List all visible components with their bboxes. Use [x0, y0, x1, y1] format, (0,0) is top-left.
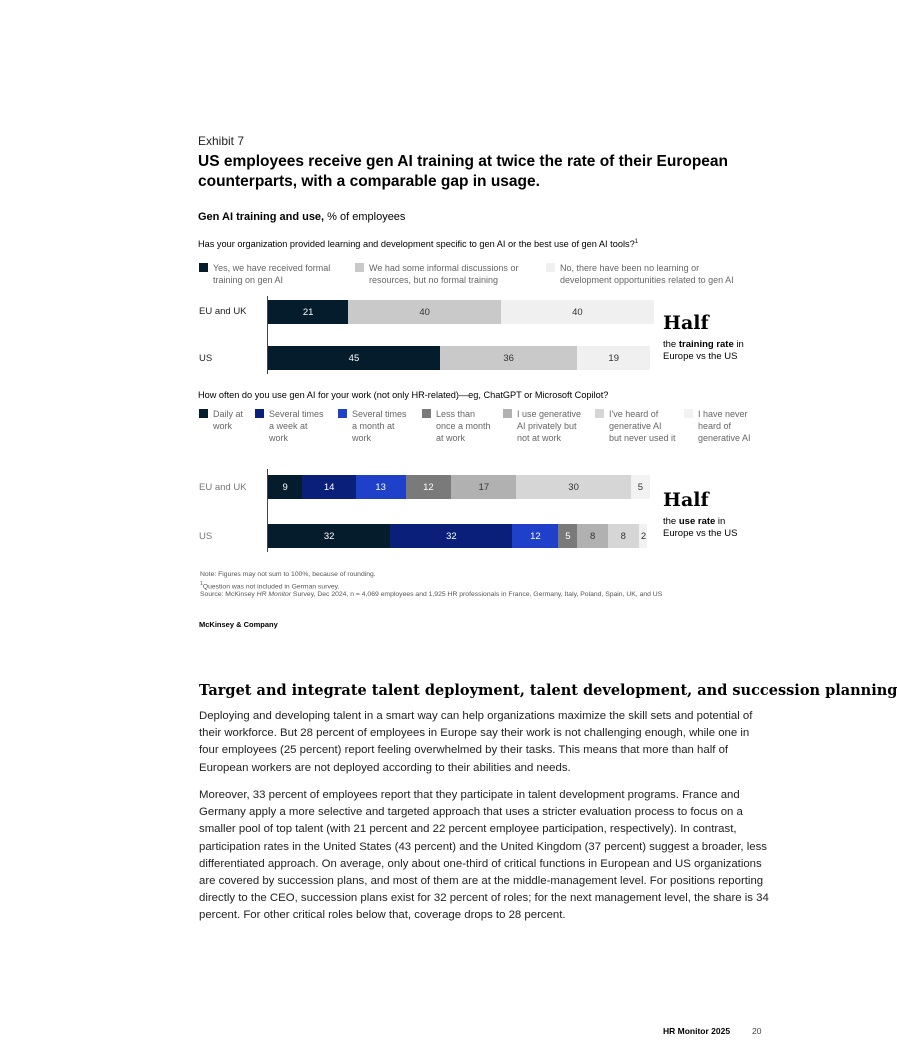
legend1-swatch-informal — [355, 263, 364, 272]
legend2-swatch-weekly — [255, 409, 264, 418]
legend1-label-formal: Yes, we have received formal training on gen AI — [213, 263, 331, 285]
legend2-item-weekly — [255, 408, 324, 444]
chart2-row-label-eu: EU and UK — [199, 482, 247, 493]
question-2: How often do you use gen AI for your work (not only HR-related)—eg, ChatGPT or Microsoft Copilot? — [198, 390, 609, 400]
chart1-bar-1-1: 36 — [440, 346, 578, 370]
footer-page-number: 20 — [752, 1026, 762, 1036]
legend2-swatch-daily — [199, 409, 208, 418]
question-1 — [198, 239, 638, 249]
chart1-annotation-text: the training rate in Europe vs the US — [663, 339, 744, 362]
chart2-bar-1-5: 8 — [608, 524, 639, 548]
chart1-bar-1-2: 19 — [577, 346, 650, 370]
legend2-swatch-monthly — [338, 409, 347, 418]
note-source: Source: McKinsey HR Monitor Survey, Dec 2024, n = 4,069 employees and 1,925 HR professionals in France, Germany, Italy, Poland, Spain, UK, and US — [200, 591, 663, 599]
question-1-footnote-marker: 1 — [634, 239, 639, 245]
subtitle-bold: Gen AI training and use, — [198, 211, 325, 223]
chart1-plot — [268, 296, 650, 374]
chart2-bar-1-0: 32 — [268, 524, 390, 548]
legend2-item-private — [503, 408, 581, 444]
body-paragraph-1: Deploying and developing talent in a smart way can help organizations maximize the skill sets and potential of their workforce. But 28 percent of employees in Europe say their work is not challenging enough, while one in four employees (25 percent) report feeling overwhelmed by their tasks. This means that more than half of European workers are not deployed according to their abilities and needs. — [199, 710, 753, 774]
legend2-label-private: I use generative AI privately but not at work — [517, 409, 582, 443]
legend2-label-heard: I've heard of generative AI but never used it — [609, 409, 676, 443]
chart1-annotation-headline: Half — [663, 312, 709, 334]
legend2-item-daily — [199, 408, 243, 432]
legend1-swatch-none — [546, 263, 555, 272]
chart2-bar-0-2: 13 — [356, 475, 406, 499]
legend1-item-informal — [355, 262, 518, 286]
legend1-swatch-formal — [199, 263, 208, 272]
chart-subtitle — [198, 211, 405, 223]
chart1-bar-0-2: 40 — [501, 300, 654, 324]
chart2-bar-0-0: 9 — [268, 475, 302, 499]
legend1-label-none: No, there have been no learning or development opportunities related to gen AI — [560, 263, 734, 285]
chart2-bar-0-3: 12 — [406, 475, 452, 499]
legend2-swatch-never-heard — [684, 409, 693, 418]
chart2-plot — [268, 469, 650, 552]
legend2-item-monthly — [338, 408, 407, 444]
note-rounding: Note: Figures may not sum to 100%, because of rounding. — [200, 571, 376, 578]
legend2-label-less-than-monthly: Less than once a month at work — [436, 409, 491, 443]
brand-logo-text: McKinsey & Company — [199, 620, 278, 629]
exhibit-label: Exhibit 7 — [198, 134, 245, 148]
chart2-bar-1-1: 32 — [390, 524, 512, 548]
question-1-text: Has your organization provided learning and development specific to gen AI or the best use of gen AI tools? — [198, 239, 635, 250]
chart2-bar-0-1: 14 — [302, 475, 355, 499]
chart2-bar-0-4: 17 — [451, 475, 516, 499]
legend2-label-weekly: Several times a week at work — [269, 409, 324, 443]
subtitle-rest: % of employees — [324, 211, 406, 223]
legend2-label-never-heard: I have never heard of generative AI — [698, 409, 751, 443]
legend2-label-daily: Daily at work — [213, 409, 244, 431]
chart2-bar-1-6: 2 — [639, 524, 648, 548]
chart-notes — [200, 571, 662, 600]
chart1-row-label-eu: EU and UK — [199, 306, 247, 317]
legend2-item-less-than-monthly — [422, 408, 491, 444]
footer-publication: HR Monitor 2025 — [663, 1026, 731, 1036]
chart1-bar-1-0: 45 — [268, 346, 440, 370]
chart2-annotation-headline: Half — [663, 489, 709, 511]
chart2-bar-1-4: 8 — [577, 524, 608, 548]
chart2-bar-1-3: 5 — [558, 524, 577, 548]
legend2-item-never-heard — [684, 408, 751, 444]
chart2-bar-0-6: 5 — [631, 475, 650, 499]
section-heading: Target and integrate talent deployment, talent development, and succession planning — [199, 682, 897, 699]
chart2-annotation-text: the use rate in Europe vs the US — [663, 516, 738, 539]
legend2-swatch-private — [503, 409, 512, 418]
legend1-item-formal — [199, 262, 330, 286]
legend2-swatch-heard — [595, 409, 604, 418]
chart1-row-label-us: US — [199, 353, 213, 364]
chart2-row-label-us: US — [199, 531, 213, 542]
legend1-item-none — [546, 262, 734, 286]
legend2-swatch-less-than-monthly — [422, 409, 431, 418]
legend1-label-informal: We had some informal discussions or resources, but no formal training — [369, 263, 519, 285]
legend2-item-heard — [595, 408, 676, 444]
legend2-label-monthly: Several times a month at work — [352, 409, 407, 443]
chart2-bar-0-5: 30 — [516, 475, 631, 499]
exhibit-title: US employees receive gen AI training at twice the rate of their European counterparts, with a comparable gap in usage. — [198, 153, 729, 190]
chart2-bar-1-2: 12 — [512, 524, 558, 548]
body-paragraph-2: Moreover, 33 percent of employees report that they participate in talent development programs. France and Germany apply a more selective and targeted approach that uses a stricter evaluation process to focus on a smaller pool of top talent (with 21 percent and 22 percent employee participation, respectively). In contrast, participation rates in the United States (43 percent) and the United Kingdom (37 percent) suggest a broader, less differentiated approach. On average, only about one-third of critical functions in European and US organizations are covered by succession plans, and most of them are at the middle-management level. For positions reporting directly to the CEO, succession plans exist for 32 percent of roles; for the next management level, the share is 34 percent. For other critical roles below that, coverage drops to 28 percent. — [199, 789, 769, 922]
note-footnote: $^1$Question was not included in German survey. — [200, 580, 340, 590]
chart1-bar-0-0: 21 — [268, 300, 348, 324]
chart1-bar-0-1: 40 — [348, 300, 501, 324]
